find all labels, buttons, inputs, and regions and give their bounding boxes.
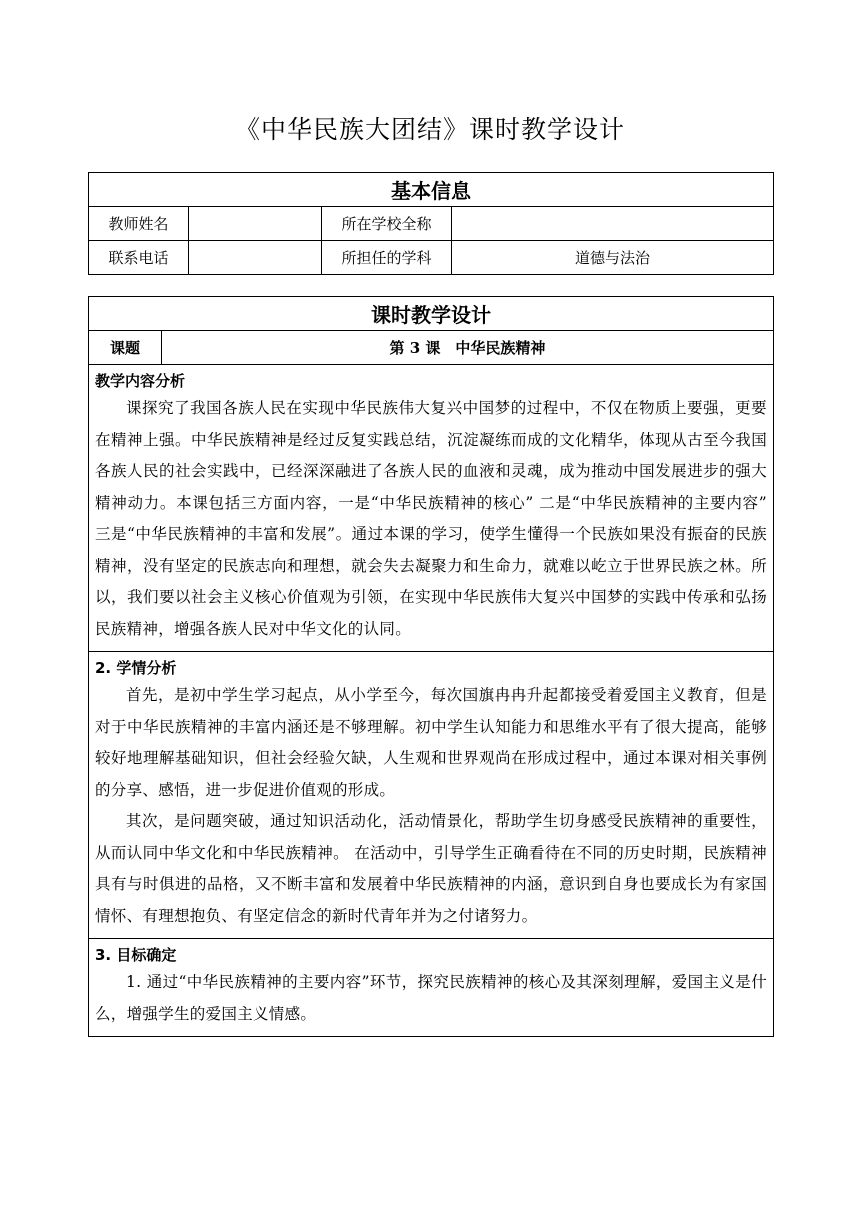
student-analysis-section [89, 652, 774, 939]
content-analysis-section [89, 365, 774, 652]
subject-value: 道德与法治 [452, 241, 774, 275]
lesson-design-header: 课时教学设计 [89, 297, 774, 331]
topic-label: 课题 [89, 331, 162, 365]
lesson-design-table [88, 296, 774, 1037]
phone-value [189, 241, 322, 275]
school-name-label: 所在学校全称 [322, 207, 452, 241]
goals-paragraph: 1. 通过“中华民族精神的主要内容”环节，探究民族精神的核心及其深刻理解，爱国主义是什么，增强学生的爱国主义情感。 [95, 973, 767, 1023]
phone-label: 联系电话 [89, 241, 189, 275]
student-analysis-paragraph-1: 首先，是初中学生学习起点，从小学至今，每次国旗冉冉升起都接受着爱国主义教育，但是对于中华民族精神的丰富内涵还是不够理解。初中学生认知能力和思维水平有了很大提高，能够较好地理解基础知识，但社会经验欠缺，人生观和世界观尚在形成过程中，通过本课对相关事例的分享、感悟，进一步促进价值观的形成。 [95, 686, 767, 799]
basic-info-table [88, 172, 774, 275]
teacher-name-value [189, 207, 322, 241]
page-title: 《中华民族大团结》课时教学设计 [234, 115, 625, 144]
content-analysis-paragraph: 课探究了我国各族人民在实现中华民族伟大复兴中国梦的过程中，不仅在物质上要强，更要在精神上强。中华民族精神是经过反复实践总结，沉淀凝练而成的文化精华，体现从古至今我国各族人民的社会实践中，已经深深融进了各族人民的血液和灵魂，成为推动中国发展进步的强大精神动力。本课包括三方面内容，一是“中华民族精神的核心” 二是“中华民族精神的主要内容” 三是“中华民族精神的丰富和发展”。通过本课的学习，使学生懂得一个民族如果没有振奋的民族精神，没有坚定的民族志向和理想，就会失去凝聚力和生命力，就难以屹立于世界民族之林。所以，我们要以社会主义核心价值观为引领，在实现中华民族伟大复兴中国梦的实践中传承和弘扬民族精神，增强各族人民对中华文化的认同。 [95, 399, 767, 638]
basic-info-header: 基本信息 [89, 173, 774, 207]
student-analysis-paragraph-2: 其次，是问题突破，通过知识活动化，活动情景化，帮助学生切身感受民族精神的重要性，从而认同中华文化和中华民族精神。 在活动中，引导学生正确看待在不同的历史时期，民族精神具有与时俱进的品格，又不断丰富和发展着中华民族精神的内涵，意识到自身也要成长为有家国情怀、有理想抱负、有坚定信念的新时代青年并为之付诸努力。 [95, 812, 767, 925]
content-analysis-title: 教学内容分析 [95, 372, 186, 390]
topic-value: 第 3 课 中华民族精神 [162, 331, 774, 365]
teacher-name-label: 教师姓名 [89, 207, 189, 241]
goals-section [89, 939, 774, 1037]
subject-label: 所担任的学科 [322, 241, 452, 275]
school-name-value [452, 207, 774, 241]
goals-title: 3. 目标确定 [95, 946, 177, 964]
student-analysis-title: 2. 学情分析 [95, 659, 177, 677]
